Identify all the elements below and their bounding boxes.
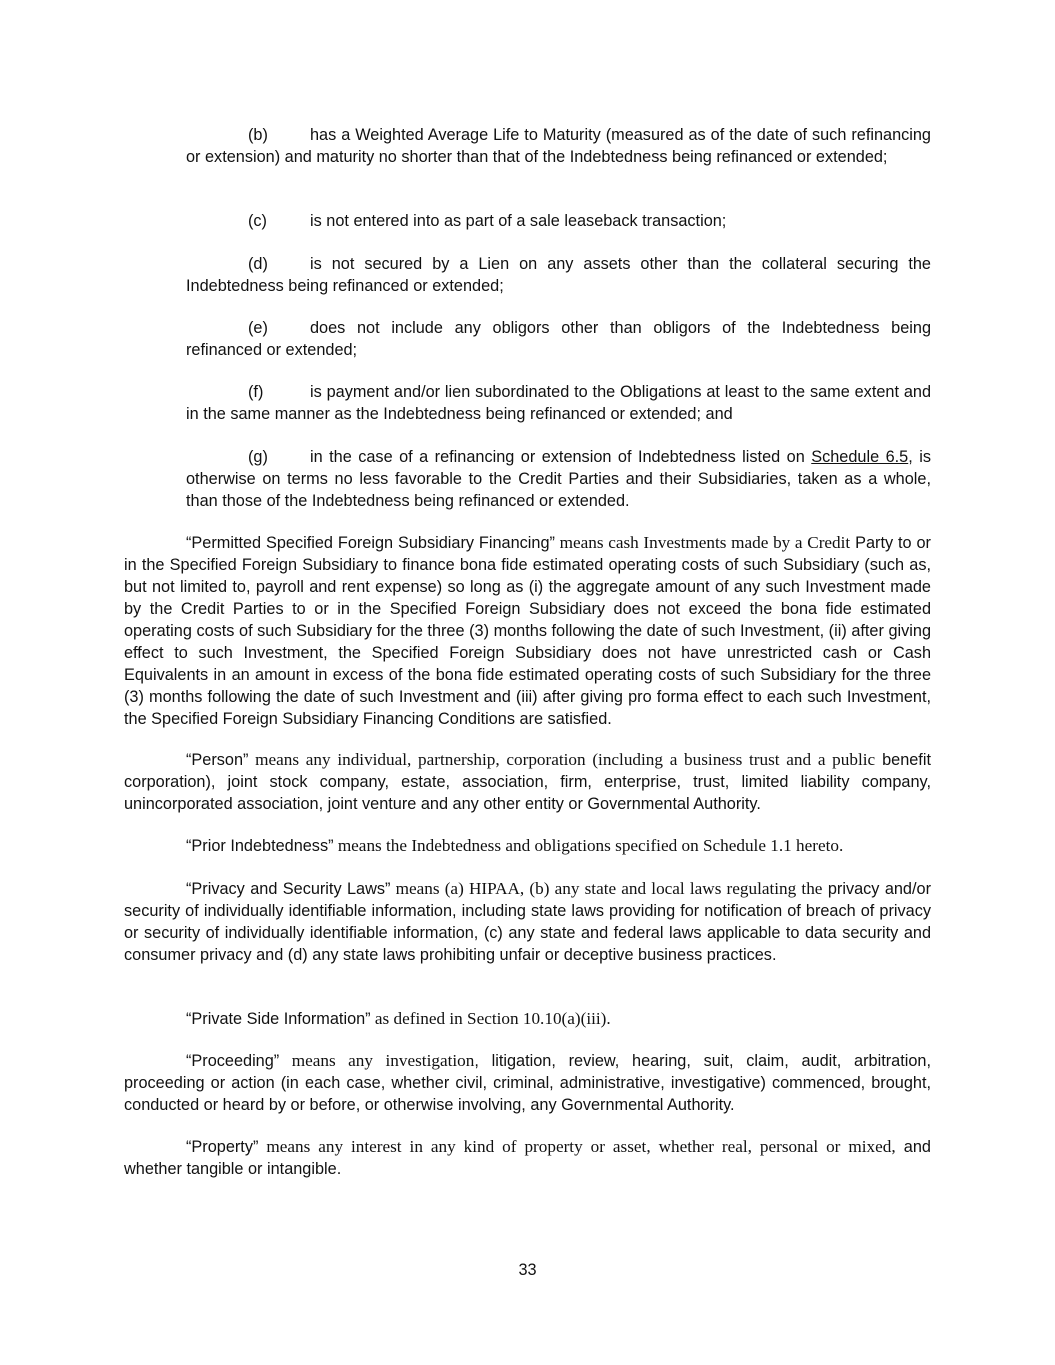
- subclause-g: [186, 446, 931, 512]
- defined-term: “Prior Indebtedness”: [186, 837, 334, 855]
- subclause-text: is payment and/or lien subordinated to the Obligations at least to the same extent and in the same manner as the Indebtedness being refinanced or extended; and: [186, 383, 931, 423]
- subclause-text: in the case of a refinancing or extension of Indebtedness listed on: [310, 448, 812, 466]
- subclause-label: (c): [248, 212, 267, 230]
- subclause-c: [186, 210, 931, 232]
- definition-text: means cash Investments made by a Credit: [554, 533, 851, 552]
- subclause-text: does not include any obligors other than obligors of the Indebtedness being refinanced or extended;: [186, 319, 931, 359]
- definition-person: [124, 749, 931, 815]
- definition-proceeding: [124, 1050, 931, 1116]
- subclause-text: is not entered into as part of a sale leaseback transaction;: [310, 212, 727, 230]
- definition-text: means any interest in any kind of property or asset, whether real, personal or mixed,: [258, 1137, 896, 1156]
- definition-prior-indebtedness: [124, 835, 931, 857]
- subclause-text: is not secured by a Lien on any assets other than the collateral securing the Indebtedness being refinanced or extended;: [186, 255, 931, 295]
- subclause-label: (e): [248, 319, 268, 337]
- definition-text: means any individual, partnership, corporation (including a business trust and a public: [248, 750, 876, 769]
- subclause-label: (f): [248, 383, 264, 401]
- definition-privacy-laws: [124, 878, 931, 966]
- definition-text: privacy and/or security of individually identifiable information, including state laws providing for notification of breach of privacy or security of individually identifiable information, (c) any state and federal laws applicable to data security and consumer privacy and (d) any state laws prohibiting unfair or deceptive business practices.: [124, 880, 931, 964]
- definition-private-side: [124, 1008, 931, 1030]
- defined-term: “Person”: [186, 751, 249, 769]
- defined-term: “Property”: [186, 1138, 259, 1156]
- defined-term: “Privacy and Security Laws”: [186, 880, 391, 898]
- definition-text: means the Indebtedness and obligations specified on Schedule 1.1 hereto.: [333, 836, 844, 855]
- defined-term: “Private Side Information”: [186, 1010, 371, 1028]
- subclause-d: [186, 253, 931, 297]
- subclause-text: , is otherwise on terms no less favorable to the Credit Parties and their Subsidiaries, taken as a whole, than those of the Indebtedness being refinanced or extended.: [186, 448, 931, 510]
- definition-text: Party to or in the Specified Foreign Subsidiary to finance bona fide estimated operating costs of such Subsidiary (such as, but not limited to, payroll and rent expense) so long as (i) the aggregate amount of any such Investment made by the Credit Parties to or in the Specified Foreign Subsidiary does not exceed the bona fide estimated operating costs of such Subsidiary for the three (3) months following the date of such Investment, (ii) after giving effect to such Investment, the Specified Foreign Subsidiary does not have unrestricted cash or Cash Equivalents in an amount in excess of the bona fide estimated operating costs of such Subsidiary for the three (3) months following the date of such Investment and (iii) after giving pro forma effect to each such Investment, the Specified Foreign Subsidiary Financing Conditions are satisfied.: [124, 534, 931, 728]
- page-number: 33: [518, 1261, 537, 1279]
- definition-text: and whether tangible or intangible.: [124, 1138, 931, 1178]
- definition-text: benefit corporation), joint stock company, estate, association, firm, enterprise, trust, limited liability company, unincorporated association, joint venture and any other entity or Governmental Authority.: [124, 751, 931, 813]
- definition-text: , litigation, review, hearing, suit, claim, audit, arbitration, proceeding or action (in each case, whether civil, criminal, administrative, investigative) commenced, brought, conducted or heard by or before, or otherwise involving, any Governmental Authority.: [124, 1052, 931, 1114]
- subclause-b: [186, 124, 931, 168]
- subclause-label: (g): [248, 448, 268, 466]
- subclause-e: [186, 317, 931, 361]
- definition-text: means any investigation: [279, 1051, 475, 1070]
- definition-permitted-specified: [124, 532, 931, 730]
- definition-text: as defined in Section 10.10(a)(iii).: [370, 1009, 611, 1028]
- subclause-text: has a Weighted Average Life to Maturity (measured as of the date of such refinancing or extension) and maturity no shorter than that of the Indebtedness being refinanced or extended;: [186, 126, 931, 166]
- defined-term: “Proceeding”: [186, 1052, 280, 1070]
- schedule-reference: Schedule 6.5: [811, 448, 909, 466]
- defined-term: “Permitted Specified Foreign Subsidiary Financing”: [186, 534, 555, 552]
- definition-text: means (a) HIPAA, (b) any state and local laws regulating the: [390, 879, 823, 898]
- subclause-f: [186, 381, 931, 425]
- definition-property: [124, 1136, 931, 1180]
- subclause-label: (b): [248, 126, 268, 144]
- subclause-label: (d): [248, 255, 268, 273]
